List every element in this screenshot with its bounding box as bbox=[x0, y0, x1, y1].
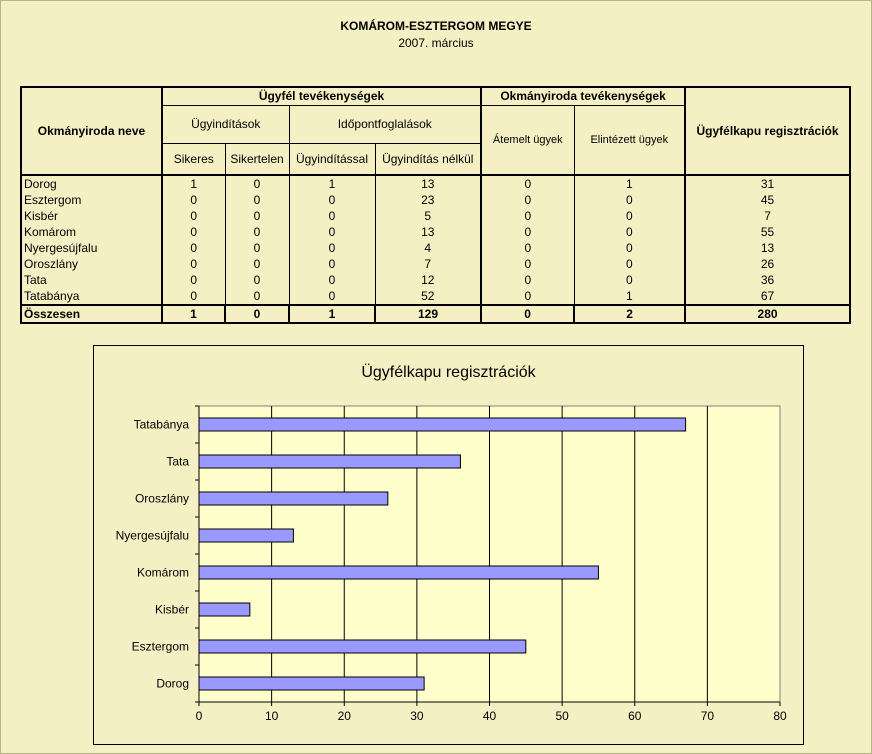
cell-ugyinditassal: 0 bbox=[289, 192, 375, 208]
cell-atemelt: 0 bbox=[481, 175, 574, 192]
y-tick-label: Nyergesújfalu bbox=[115, 528, 189, 543]
cell-atemelt: 0 bbox=[481, 224, 574, 240]
x-tick-label: 70 bbox=[700, 709, 715, 723]
y-tick-label: Kisbér bbox=[154, 602, 189, 617]
document-title: KOMÁROM-ESZTERGOM MEGYE bbox=[340, 19, 532, 33]
cell-sikeres: 0 bbox=[162, 208, 225, 224]
summary-table bbox=[20, 86, 851, 324]
row-name: Oroszlány bbox=[21, 256, 162, 272]
table-row bbox=[21, 192, 850, 208]
x-tick-label: 40 bbox=[482, 709, 497, 723]
chart-title: Ügyfélkapu regisztrációk bbox=[361, 364, 536, 381]
cell-ugyinditassal: 0 bbox=[289, 288, 375, 305]
cell-ugyinditassal: 0 bbox=[289, 224, 375, 240]
group-header-ugyfel: Ügyfél tevékenységek bbox=[162, 87, 481, 105]
x-tick-label: 30 bbox=[410, 709, 424, 723]
table-row bbox=[21, 256, 850, 272]
col-header-ugyinditassal: Ügyindítással bbox=[289, 143, 375, 175]
cell-sikertelen: 0 bbox=[225, 256, 289, 272]
cell-nelkul: 4 bbox=[375, 240, 481, 256]
total-sikertelen: 0 bbox=[225, 305, 289, 323]
col-header-nelkul: Ügyindítás nélkül bbox=[375, 143, 481, 175]
cell-elintezett: 1 bbox=[574, 175, 685, 192]
x-tick-label: 10 bbox=[264, 709, 279, 723]
cell-sikertelen: 0 bbox=[225, 192, 289, 208]
cell-sikeres: 1 bbox=[162, 175, 225, 192]
sub-header-idopont: Időpontfoglalások bbox=[289, 105, 481, 143]
document-subtitle: 2007. március bbox=[398, 36, 474, 50]
cell-kapu: 26 bbox=[685, 256, 850, 272]
cell-sikertelen: 0 bbox=[225, 175, 289, 192]
cell-kapu: 67 bbox=[685, 288, 850, 305]
chart-container bbox=[93, 345, 804, 745]
cell-sikertelen: 0 bbox=[225, 272, 289, 288]
cell-ugyinditassal: 0 bbox=[289, 256, 375, 272]
cell-atemelt: 0 bbox=[481, 288, 574, 305]
cell-sikeres: 0 bbox=[162, 224, 225, 240]
total-kapu: 280 bbox=[685, 305, 850, 323]
cell-elintezett: 0 bbox=[574, 208, 685, 224]
y-tick-label: Oroszlány bbox=[134, 491, 189, 506]
cell-sikeres: 0 bbox=[162, 192, 225, 208]
cell-sikeres: 0 bbox=[162, 256, 225, 272]
cell-nelkul: 13 bbox=[375, 224, 481, 240]
table-row bbox=[21, 224, 850, 240]
cell-atemelt: 0 bbox=[481, 272, 574, 288]
bar-esztergom bbox=[199, 640, 526, 653]
table-row bbox=[21, 240, 850, 256]
cell-elintezett: 0 bbox=[574, 256, 685, 272]
bar-tata bbox=[199, 455, 460, 468]
bar-kisbér bbox=[199, 603, 250, 616]
total-elintezett: 2 bbox=[574, 305, 685, 323]
cell-kapu: 36 bbox=[685, 272, 850, 288]
cell-elintezett: 0 bbox=[574, 224, 685, 240]
cell-nelkul: 52 bbox=[375, 288, 481, 305]
total-name: Összesen bbox=[21, 305, 162, 323]
cell-ugyinditassal: 0 bbox=[289, 208, 375, 224]
cell-kapu: 45 bbox=[685, 192, 850, 208]
cell-atemelt: 0 bbox=[481, 240, 574, 256]
x-tick-label: 0 bbox=[195, 709, 203, 723]
col-header-sikertelen: Sikertelen bbox=[225, 143, 289, 175]
table-row bbox=[21, 272, 850, 288]
row-name: Nyergesújfalu bbox=[21, 240, 162, 256]
cell-kapu: 7 bbox=[685, 208, 850, 224]
y-tick-label: Komárom bbox=[136, 565, 189, 580]
total-atemelt: 0 bbox=[481, 305, 574, 323]
bar-dorog bbox=[199, 677, 424, 690]
x-tick-label: 60 bbox=[628, 709, 642, 723]
y-tick-label: Tatabánya bbox=[133, 417, 189, 432]
cell-ugyinditassal: 1 bbox=[289, 175, 375, 192]
cell-sikertelen: 0 bbox=[225, 288, 289, 305]
total-row bbox=[21, 305, 850, 323]
col-header-name: Okmányiroda neve bbox=[21, 87, 162, 175]
row-name: Esztergom bbox=[21, 192, 162, 208]
cell-atemelt: 0 bbox=[481, 256, 574, 272]
row-name: Kisbér bbox=[21, 208, 162, 224]
table-row bbox=[21, 288, 850, 305]
cell-ugyinditassal: 0 bbox=[289, 272, 375, 288]
cell-sikertelen: 0 bbox=[225, 208, 289, 224]
cell-nelkul: 13 bbox=[375, 175, 481, 192]
x-tick-label: 80 bbox=[773, 709, 787, 723]
bar-nyergesújfalu bbox=[199, 529, 293, 542]
cell-nelkul: 23 bbox=[375, 192, 481, 208]
cell-elintezett: 0 bbox=[574, 272, 685, 288]
group-header-okmany: Okmányiroda tevékenységek bbox=[481, 87, 685, 105]
bar-oroszlány bbox=[199, 492, 388, 505]
bar-chart bbox=[94, 346, 803, 744]
cell-nelkul: 5 bbox=[375, 208, 481, 224]
cell-elintezett: 0 bbox=[574, 240, 685, 256]
col-header-sikeres: Sikeres bbox=[162, 143, 225, 175]
sub-header-inditasok: Ügyindítások bbox=[162, 105, 289, 143]
cell-kapu: 31 bbox=[685, 175, 850, 192]
cell-kapu: 55 bbox=[685, 224, 850, 240]
table-row bbox=[21, 175, 850, 192]
total-nelkul: 129 bbox=[375, 305, 481, 323]
cell-kapu: 13 bbox=[685, 240, 850, 256]
cell-sikeres: 0 bbox=[162, 240, 225, 256]
col-header-elintezett: Elintézett ügyek bbox=[574, 105, 685, 175]
cell-ugyinditassal: 0 bbox=[289, 240, 375, 256]
cell-nelkul: 7 bbox=[375, 256, 481, 272]
cell-nelkul: 12 bbox=[375, 272, 481, 288]
cell-atemelt: 0 bbox=[481, 208, 574, 224]
row-name: Dorog bbox=[21, 175, 162, 192]
row-name: Tata bbox=[21, 272, 162, 288]
x-tick-label: 20 bbox=[337, 709, 351, 723]
row-name: Komárom bbox=[21, 224, 162, 240]
total-ugyinditassal: 1 bbox=[289, 305, 375, 323]
cell-elintezett: 1 bbox=[574, 288, 685, 305]
bar-komárom bbox=[199, 566, 598, 579]
y-tick-label: Esztergom bbox=[131, 639, 189, 654]
x-tick-label: 50 bbox=[555, 709, 569, 723]
col-header-kapu: Ügyfélkapu regisztrációk bbox=[685, 87, 850, 175]
cell-sikertelen: 0 bbox=[225, 240, 289, 256]
total-sikeres: 1 bbox=[162, 305, 225, 323]
row-name: Tatabánya bbox=[21, 288, 162, 305]
table-row bbox=[21, 208, 850, 224]
cell-atemelt: 0 bbox=[481, 192, 574, 208]
bar-tatabánya bbox=[199, 418, 686, 431]
cell-elintezett: 0 bbox=[574, 192, 685, 208]
col-header-atemelt: Átemelt ügyek bbox=[481, 105, 574, 175]
cell-sikertelen: 0 bbox=[225, 224, 289, 240]
y-tick-label: Dorog bbox=[156, 676, 189, 691]
y-tick-label: Tata bbox=[166, 454, 189, 469]
cell-sikeres: 0 bbox=[162, 272, 225, 288]
cell-sikeres: 0 bbox=[162, 288, 225, 305]
